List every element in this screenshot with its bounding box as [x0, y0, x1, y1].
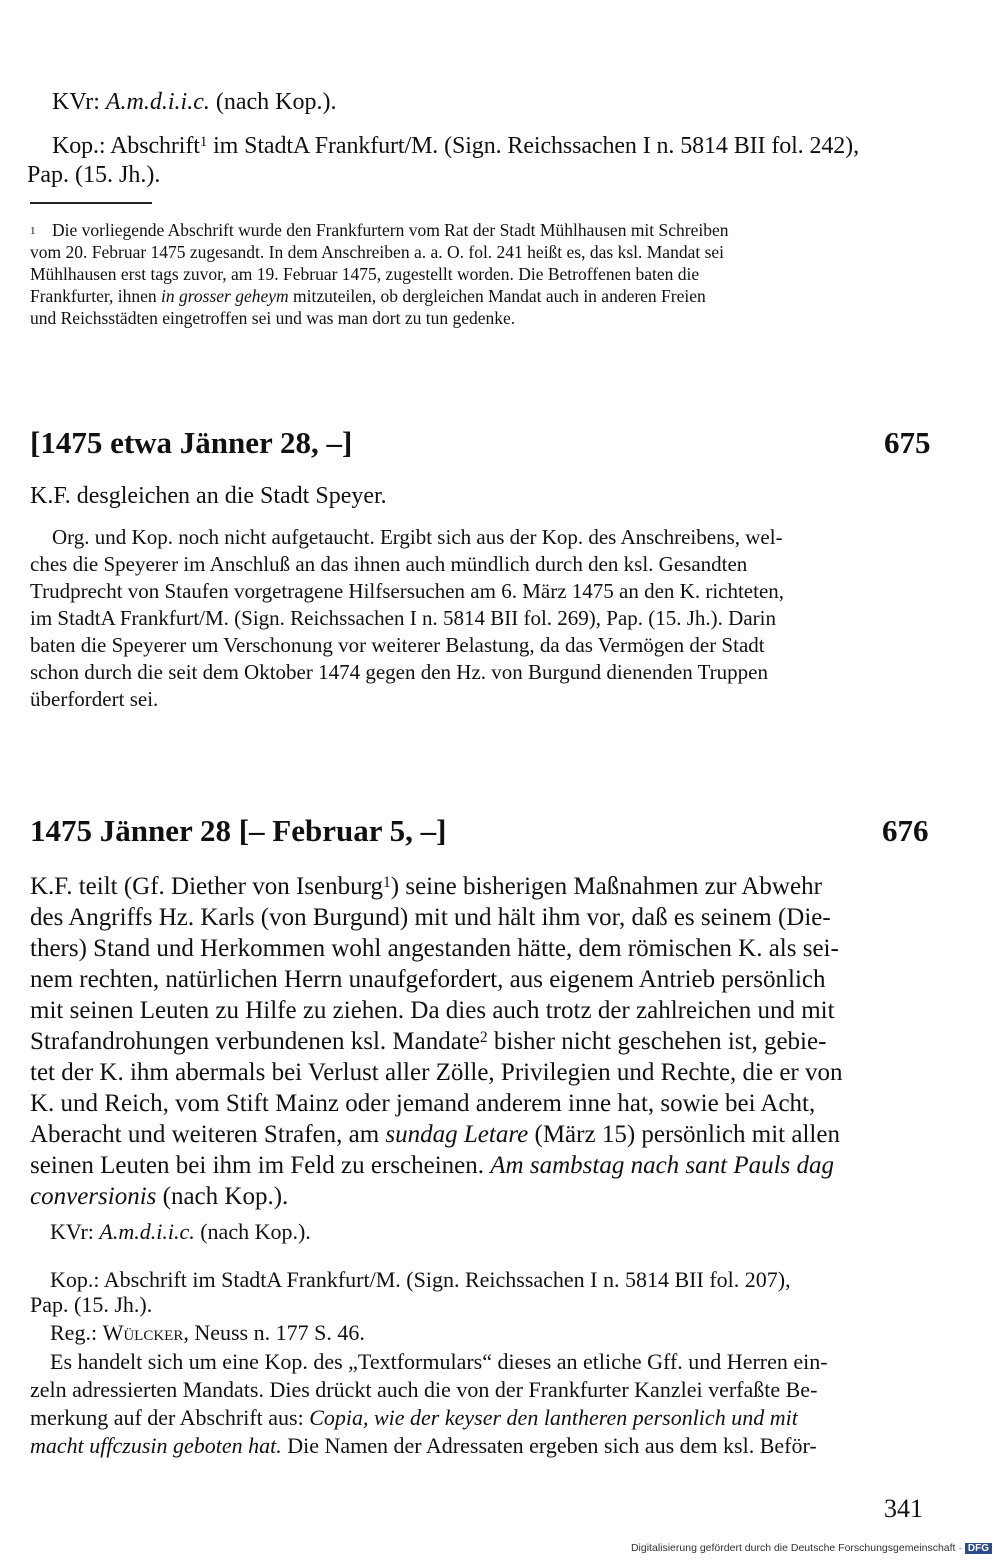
footnote-line-5: und Reichsstädten eingetroffen sei und was man dort zu tun gedenke. [30, 308, 516, 328]
footnote-line-4: Frankfurter, ihnen in grosser geheym mitzuteilen, ob dergleichen Mandat auch in anderen Freien [30, 286, 706, 306]
entry-675-body-line-3: Trudprecht von Staufen vorgetragene Hilfsersuchen am 6. März 1475 an den K. richteten, [30, 579, 785, 603]
entry-675-date-heading: [1475 etwa Jänner 28, –] [30, 425, 353, 460]
footnote-line-2: vom 20. Februar 1475 zugesandt. In dem Anschreiben a. a. O. fol. 241 heißt es, das ksl. Mandat sei [30, 242, 725, 262]
footnote-rule [30, 202, 152, 204]
entry-676-para-line-3: thers) Stand und Herkommen wohl angestanden hätte, dem römischen K. als sei- [30, 935, 839, 962]
entry-676-para-line-4: nem rechten, natürlichen Herrn unaufgefordert, aus eigenem Antrieb persönlich [30, 966, 826, 993]
entry-676-note-line-2: zeln adressierten Mandats. Dies drückt auch die von der Frankfurter Kanzlei verfaßte Be- [30, 1377, 818, 1402]
footnote-marker: 1 [30, 225, 36, 237]
entry-676-number: 676 [882, 813, 929, 848]
dfg-logo: DFG [965, 1543, 992, 1554]
entry-675-body-line-7: überfordert sei. [30, 687, 159, 711]
entry-675-body-line-5: baten die Speyerer um Verschonung vor weiterer Belastung, da das Vermögen der Stadt [30, 633, 765, 657]
entry-676-para-line-11: conversionis (nach Kop.). [30, 1183, 289, 1210]
entry-676-note-line-3: merkung auf der Abschrift aus: Copia, wie der keyser den lantheren personlich und mit [30, 1405, 798, 1430]
entry-676-para-line-9: Aberacht und weiteren Strafen, am sundag Letare (März 15) persönlich mit allen [30, 1121, 840, 1148]
footnote-line-1: Die vorliegende Abschrift wurde den Frankfurtern vom Rat der Stadt Mühlhausen mit Schreiben [52, 220, 729, 240]
entry-676-para-line-7: tet der K. ihm abermals bei Verlust aller Zölle, Privilegien und Rechte, die er von [30, 1059, 843, 1086]
entry-675-summary: K.F. desgleichen an die Stadt Speyer. [30, 483, 387, 509]
entry-676-para-line-8: K. und Reich, vom Stift Mainz oder jemand anderem inne hat, sowie bei Acht, [30, 1090, 816, 1117]
entry-676-para-line-10: seinen Leuten bei ihm im Feld zu erscheinen. Am sambstag nach sant Pauls dag [30, 1152, 835, 1179]
entry-675-body-line-4: im StadtA Frankfurt/M. (Sign. Reichssachen I n. 5814 BII fol. 269), Pap. (15. Jh.). Darin [30, 606, 776, 630]
entry-676-reg: Reg.: Wülcker, Neuss n. 177 S. 46. [50, 1320, 365, 1345]
entry-675-body-line-2: ches die Speyerer im Anschluß an das ihnen auch mündlich durch den ksl. Gesandten [30, 552, 748, 576]
entry-675-number: 675 [884, 425, 931, 460]
entry-676-para-line-2: des Angriffs Hz. Karls (von Burgund) mit und hält ihm vor, daß es seinem (Die- [30, 904, 831, 931]
entry-676-note-line-4: macht uffczusin geboten hat. Die Namen der Adressaten ergeben sich aus dem ksl. Beför- [30, 1433, 817, 1458]
kop-line-top-2: Pap. (15. Jh.). [27, 162, 161, 188]
kvr-line-top: KVr: A.m.d.i.i.c. (nach Kop.). [52, 89, 337, 115]
footnote-line-3: Mühlhausen erst tags zuvor, am 19. Februar 1475, zugestellt worden. Die Betroffenen baten die [30, 264, 700, 284]
entry-676-kvr: KVr: A.m.d.i.i.c. (nach Kop.). [50, 1219, 311, 1244]
entry-676-kop-line-1: Kop.: Abschrift im StadtA Frankfurt/M. (Sign. Reichssachen I n. 5814 BII fol. 207), [50, 1267, 791, 1292]
entry-676-date-heading: 1475 Jänner 28 [– Februar 5, –] [30, 813, 447, 848]
entry-676-para-line-6: Strafandrohungen verbundenen ksl. Mandate$^2$ bisher nicht geschehen ist, gebie- [30, 1028, 827, 1055]
entry-676-note-line-1: Es handelt sich um eine Kop. des „Textformulars“ dieses an etliche Gff. und Herren ein- [50, 1349, 828, 1374]
entry-676-kop-line-2: Pap. (15. Jh.). [30, 1292, 153, 1317]
entry-676-para-line-1: K.F. teilt (Gf. Diether von Isenburg$^1$) seine bisherigen Maßnahmen zur Abwehr [30, 873, 822, 900]
entry-675-body-line-1: Org. und Kop. noch nicht aufgetaucht. Ergibt sich aus der Kop. des Anschreibens, wel- [52, 525, 783, 549]
kop-line-top-1: Kop.: Abschrift$^1$ im StadtA Frankfurt/M. (Sign. Reichssachen I n. 5814 BII fol. 242), [52, 133, 859, 159]
entry-676-para-line-5: mit seinen Leuten zu Hilfe zu ziehen. Da dies auch trotz der zahlreichen und mit [30, 997, 835, 1024]
entry-675-body-line-6: schon durch die seit dem Oktober 1474 gegen den Hz. von Burgund dienenden Truppen [30, 660, 768, 684]
footer-attribution: Digitalisierung gefördert durch die Deutsche Forschungsgemeinschaft · DFG [631, 1542, 992, 1554]
page-number: 341 [884, 1494, 923, 1523]
